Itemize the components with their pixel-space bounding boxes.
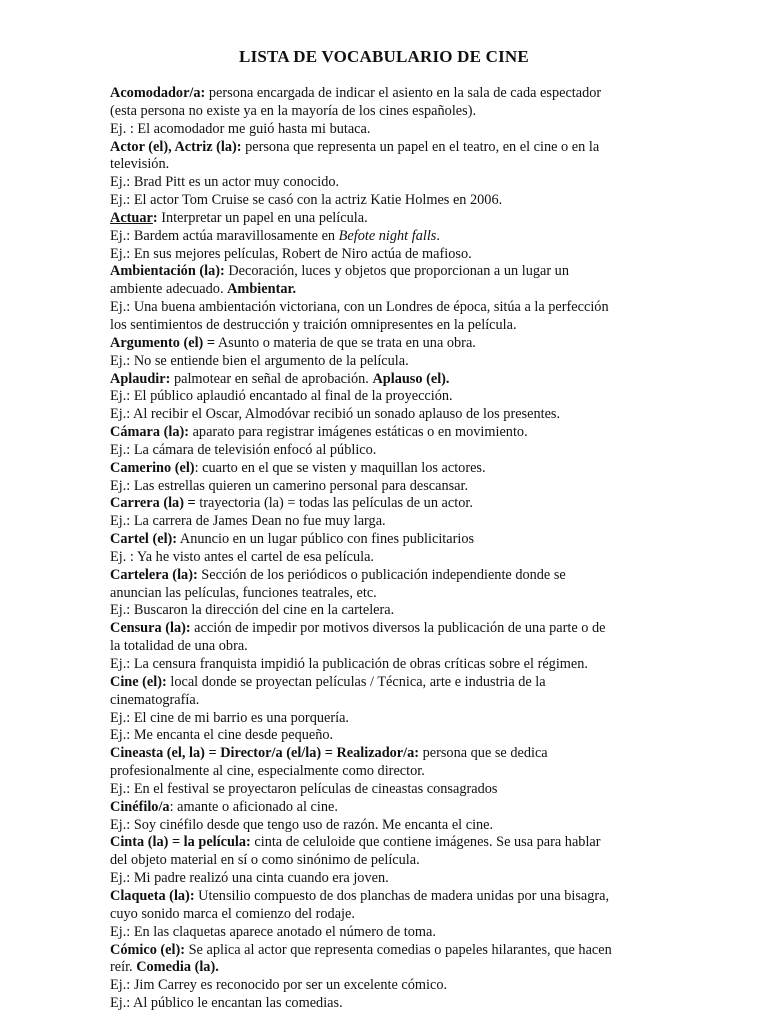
term-text: Camerino (el) — [110, 459, 195, 476]
term-text: : — [152, 209, 158, 226]
term-text: Cámara (la): — [110, 424, 190, 441]
definition-text: los sentimientos de destrucción y traición omnipresentes en la película. — [110, 316, 517, 333]
text-line — [110, 692, 655, 710]
text-line — [110, 531, 655, 549]
text-line — [110, 942, 655, 960]
definition-text: . — [436, 227, 440, 244]
text-line — [110, 799, 655, 817]
definition-text: Anuncio en un lugar público con fines publicitarios — [177, 531, 475, 548]
term-text: Censura (la): — [110, 620, 191, 637]
definition-text: palmotear en señal de aprobación. — [170, 370, 373, 387]
text-line — [110, 513, 655, 531]
definition-text: cinematografía. — [110, 691, 200, 708]
definition-text: Ej.: No se entiende bien el argumento de la película. — [110, 352, 409, 369]
definition-text: Decoración, luces y objetos que proporcionan a un lugar un — [224, 263, 569, 280]
definition-text: Ej. : Ya he visto antes el cartel de esa película. — [110, 548, 375, 565]
definition-text: persona encargada de indicar el asiento en la sala de cada espectador — [205, 85, 602, 101]
definition-text: cinta de celuloide que contiene imágenes. Se usa para hablar — [250, 834, 601, 851]
text-line — [110, 638, 655, 656]
term-text: Cinéfilo/a — [110, 798, 170, 815]
text-line — [110, 353, 655, 371]
text-line — [110, 139, 655, 157]
term-text: Actor (el), Actriz (la): — [110, 138, 242, 155]
term-text: Aplauso (el). — [372, 370, 450, 387]
definition-text: Ej.: Una buena ambientación victoriana, con un Londres de época, sitúa a la perfección — [110, 299, 609, 316]
definition-text: Ej.: El actor Tom Cruise se casó con la actriz Katie Holmes en 2006. — [110, 192, 503, 209]
definition-text: Ej.: Las estrellas quieren un camerino personal para descansar. — [110, 477, 469, 494]
definition-text: trayectoria (la) = todas las películas de un actor. — [195, 495, 473, 512]
definition-text: Ej.: El público aplaudió encantado al final de la proyección. — [110, 388, 453, 405]
text-line — [110, 763, 655, 781]
definition-text: anuncian las películas, funciones teatrales, etc. — [110, 584, 377, 601]
term-text: Aplaudir: — [110, 370, 171, 387]
definition-text: Utensilio compuesto de dos planchas de madera unidas por una bisagra, — [194, 887, 610, 904]
text-line — [110, 727, 655, 745]
definition-text: acción de impedir por motivos diversos la publicación de una parte o de — [190, 620, 606, 637]
text-line — [110, 281, 655, 299]
text-line — [110, 156, 655, 174]
definition-text: : cuarto en el que se visten y maquillan los actores. — [194, 459, 486, 476]
text-line — [110, 210, 655, 228]
text-line — [110, 852, 655, 870]
definition-text: profesionalmente al cine, especialmente como director. — [110, 763, 425, 780]
text-line — [110, 995, 655, 1013]
text-line — [110, 335, 655, 353]
term-text: Cartel (el): — [110, 531, 178, 548]
definition-text: Ej.: El cine de mi barrio es una porquería. — [110, 709, 349, 726]
text-line — [110, 406, 655, 424]
text-line — [110, 549, 655, 567]
definition-text: Ej.: Al recibir el Oscar, Almodóvar recibió un sonado aplauso de los presentes. — [110, 406, 561, 423]
definition-text: ambiente adecuado. — [110, 281, 228, 298]
definition-text: Befote night falls — [338, 227, 437, 244]
term-text: Cinta (la) = la película: — [110, 834, 251, 851]
definition-text: Ej.: Me encanta el cine desde pequeño. — [110, 727, 334, 744]
text-line — [110, 710, 655, 728]
definition-text: cuyo sonido marca el comienzo del rodaje. — [110, 905, 355, 922]
text-line — [110, 567, 655, 585]
text-line — [110, 121, 655, 139]
definition-text: Sección de los periódicos o publicación independiente donde se — [197, 566, 566, 583]
text-line — [110, 870, 655, 888]
definition-text: la totalidad de una obra. — [110, 638, 248, 655]
text-line — [110, 228, 655, 246]
definition-text: Ej.: Jim Carrey es reconocido por ser un excelente cómico. — [110, 977, 448, 994]
term-text: Ambientar. — [227, 281, 297, 298]
definition-text: Ej.: En sus mejores películas, Robert de Niro actúa de mafioso. — [110, 245, 472, 262]
text-line — [110, 174, 655, 192]
definition-text: local donde se proyectan películas / Técnica, arte e industria de la — [166, 673, 546, 690]
term-text: Claqueta (la): — [110, 887, 195, 904]
text-line — [110, 585, 655, 603]
text-line — [110, 460, 655, 478]
definition-text: Ej.: Buscaron la dirección del cine en la cartelera. — [110, 602, 395, 619]
text-line — [110, 602, 655, 620]
term-text: Carrera (la) = — [110, 495, 196, 512]
text-line — [110, 371, 655, 389]
definition-text: Ej. : El acomodador me guió hasta mi butaca. — [110, 120, 371, 137]
text-line — [110, 424, 655, 442]
term-text: Comedia (la). — [136, 959, 219, 976]
definition-text: reír. — [110, 959, 137, 976]
text-line — [110, 924, 655, 942]
definition-text: Ej.: La censura franquista impidió la publicación de obras críticas sobre el régimen. — [110, 656, 588, 672]
term-text: Cine (el): — [110, 673, 167, 690]
text-line — [110, 959, 655, 977]
definition-text: : amante o aficionado al cine. — [169, 798, 338, 815]
definition-text: Ej.: Brad Pitt es un actor muy conocido. — [110, 174, 340, 191]
definition-text: aparato para registrar imágenes estáticas o en movimiento. — [189, 424, 528, 441]
term-text: Ambientación (la): — [110, 263, 225, 280]
definition-text: Ej.: Bardem actúa maravillosamente en — [110, 227, 339, 244]
text-line — [110, 620, 655, 638]
text-line — [110, 442, 655, 460]
text-line — [110, 299, 655, 317]
definition-text: Ej.: Al público le encantan las comedias. — [110, 995, 343, 1012]
text-line — [110, 478, 655, 496]
text-line — [110, 906, 655, 924]
definition-text: televisión. — [110, 156, 170, 173]
text-line — [110, 263, 655, 281]
text-line — [110, 192, 655, 210]
text-line — [110, 85, 655, 103]
text-line — [110, 888, 655, 906]
text-line — [110, 817, 655, 835]
definition-text: Ej.: La cámara de televisión enfocó al público. — [110, 441, 377, 458]
definition-text: Ej.: Mi padre realizó una cinta cuando era joven. — [110, 870, 389, 887]
text-line — [110, 745, 655, 763]
term-text: Actuar — [110, 209, 153, 226]
text-line — [110, 781, 655, 799]
term-text: Cineasta (el, la) = Director/a (el/la) = Realizador/a: — [110, 745, 420, 762]
text-line — [110, 656, 655, 674]
text-line — [110, 834, 655, 852]
text-line — [110, 495, 655, 513]
text-line — [110, 674, 655, 692]
definition-text: Ej.: En el festival se proyectaron películas de cineastas consagrados — [110, 780, 498, 797]
vocabulary-list — [110, 85, 655, 1013]
definition-text: Se aplica al actor que representa comedias o papeles hilarantes, que hacen — [185, 941, 612, 958]
text-line — [110, 246, 655, 264]
definition-text: persona que se dedica — [419, 745, 548, 762]
text-line — [110, 388, 655, 406]
definition-text: Interpretar un papel en una película. — [157, 209, 368, 226]
term-text: Acomodador/a: — [110, 85, 206, 101]
term-text: Argumento (el) = — [110, 334, 216, 351]
definition-text: Ej.: La carrera de James Dean no fue muy larga. — [110, 513, 386, 530]
definition-text: (esta persona no existe ya en la mayoría de los cines españoles). — [110, 102, 477, 119]
text-line — [110, 977, 655, 995]
text-line — [110, 103, 655, 121]
definition-text: Ej.: Soy cinéfilo desde que tengo uso de razón. Me encanta el cine. — [110, 816, 494, 833]
term-text: Cómico (el): — [110, 941, 186, 958]
term-text: Cartelera (la): — [110, 566, 198, 583]
definition-text: Asunto o materia de que se trata en una obra. — [215, 334, 476, 351]
definition-text: Ej.: En las claquetas aparece anotado el número de toma. — [110, 923, 436, 940]
text-line — [110, 317, 655, 335]
definition-text: persona que representa un papel en el teatro, en el cine o en la — [241, 138, 600, 155]
document-title: LISTA DE VOCABULARIO DE CINE — [239, 47, 529, 66]
definition-text: del objeto material en sí o como sinónimo de película. — [110, 852, 420, 869]
